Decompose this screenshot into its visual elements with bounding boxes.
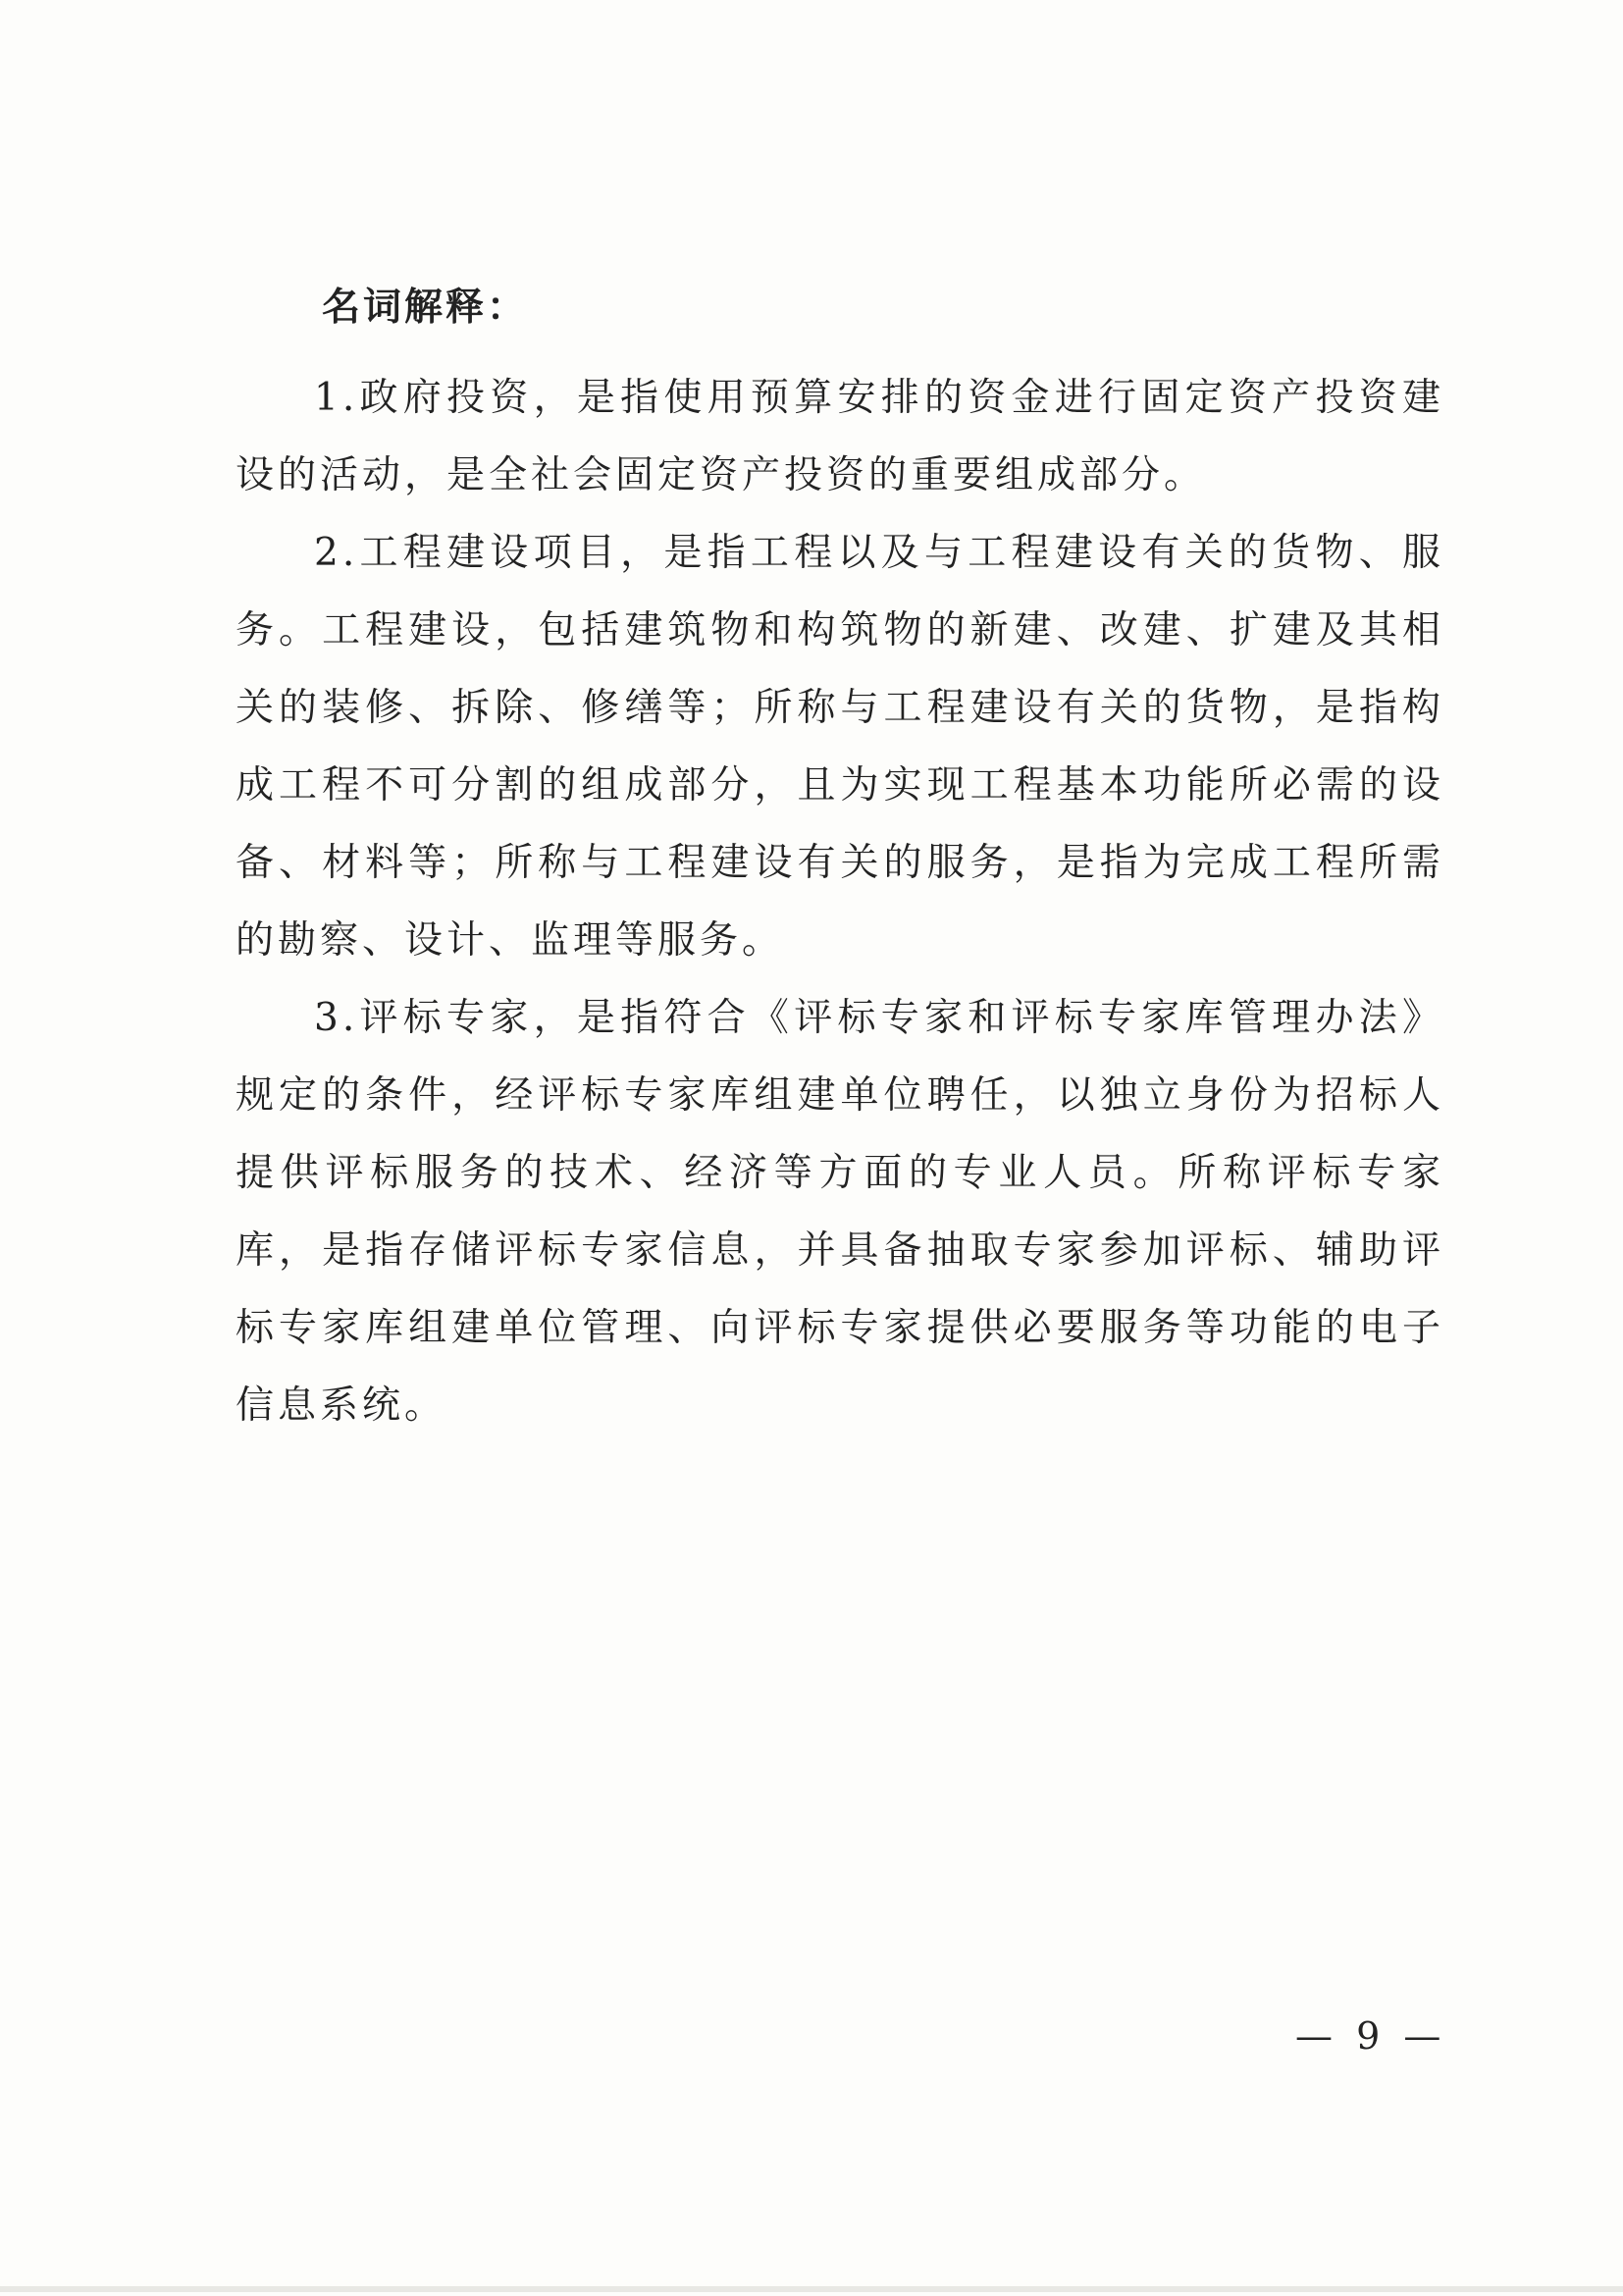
definition-paragraph-3: 3.评标专家，是指符合《评标专家和评标专家库管理办法》规定的条件，经评标专家库组建单位聘任，以独立身份为招标人提供评标服务的技术、经济等方面的专业人员。所称评标专家库，是指存储评标专家信息，并具备抽取专家参加评标、辅助评标专家库组建单位管理、向评标专家提供必要服务等功能的电子信息系统。 <box>236 996 1444 1428</box>
definition-paragraph-2: 2.工程建设项目，是指工程以及与工程建设有关的货物、服务。工程建设，包括建筑物和构筑物的新建、改建、扩建及其相关的装修、拆除、修缮等；所称与工程建设有关的货物，是指构成工程不可分割的组成部分，且为实现工程基本功能所必需的设备、材料等；所称与工程建设有关的服务，是指为完成工程所需的勘察、设计、监理等服务。 <box>236 531 1444 963</box>
section-heading: 名词解释： <box>322 285 529 330</box>
page-number: — 9 — <box>1295 2014 1447 2058</box>
definition-paragraph-1: 1.政府投资，是指使用预算安排的资金进行固定资产投资建设的活动，是全社会固定资产投资的重要组成部分。 <box>236 376 1444 497</box>
scan-bottom-edge <box>0 2286 1623 2292</box>
definitions-body <box>236 359 1444 1444</box>
